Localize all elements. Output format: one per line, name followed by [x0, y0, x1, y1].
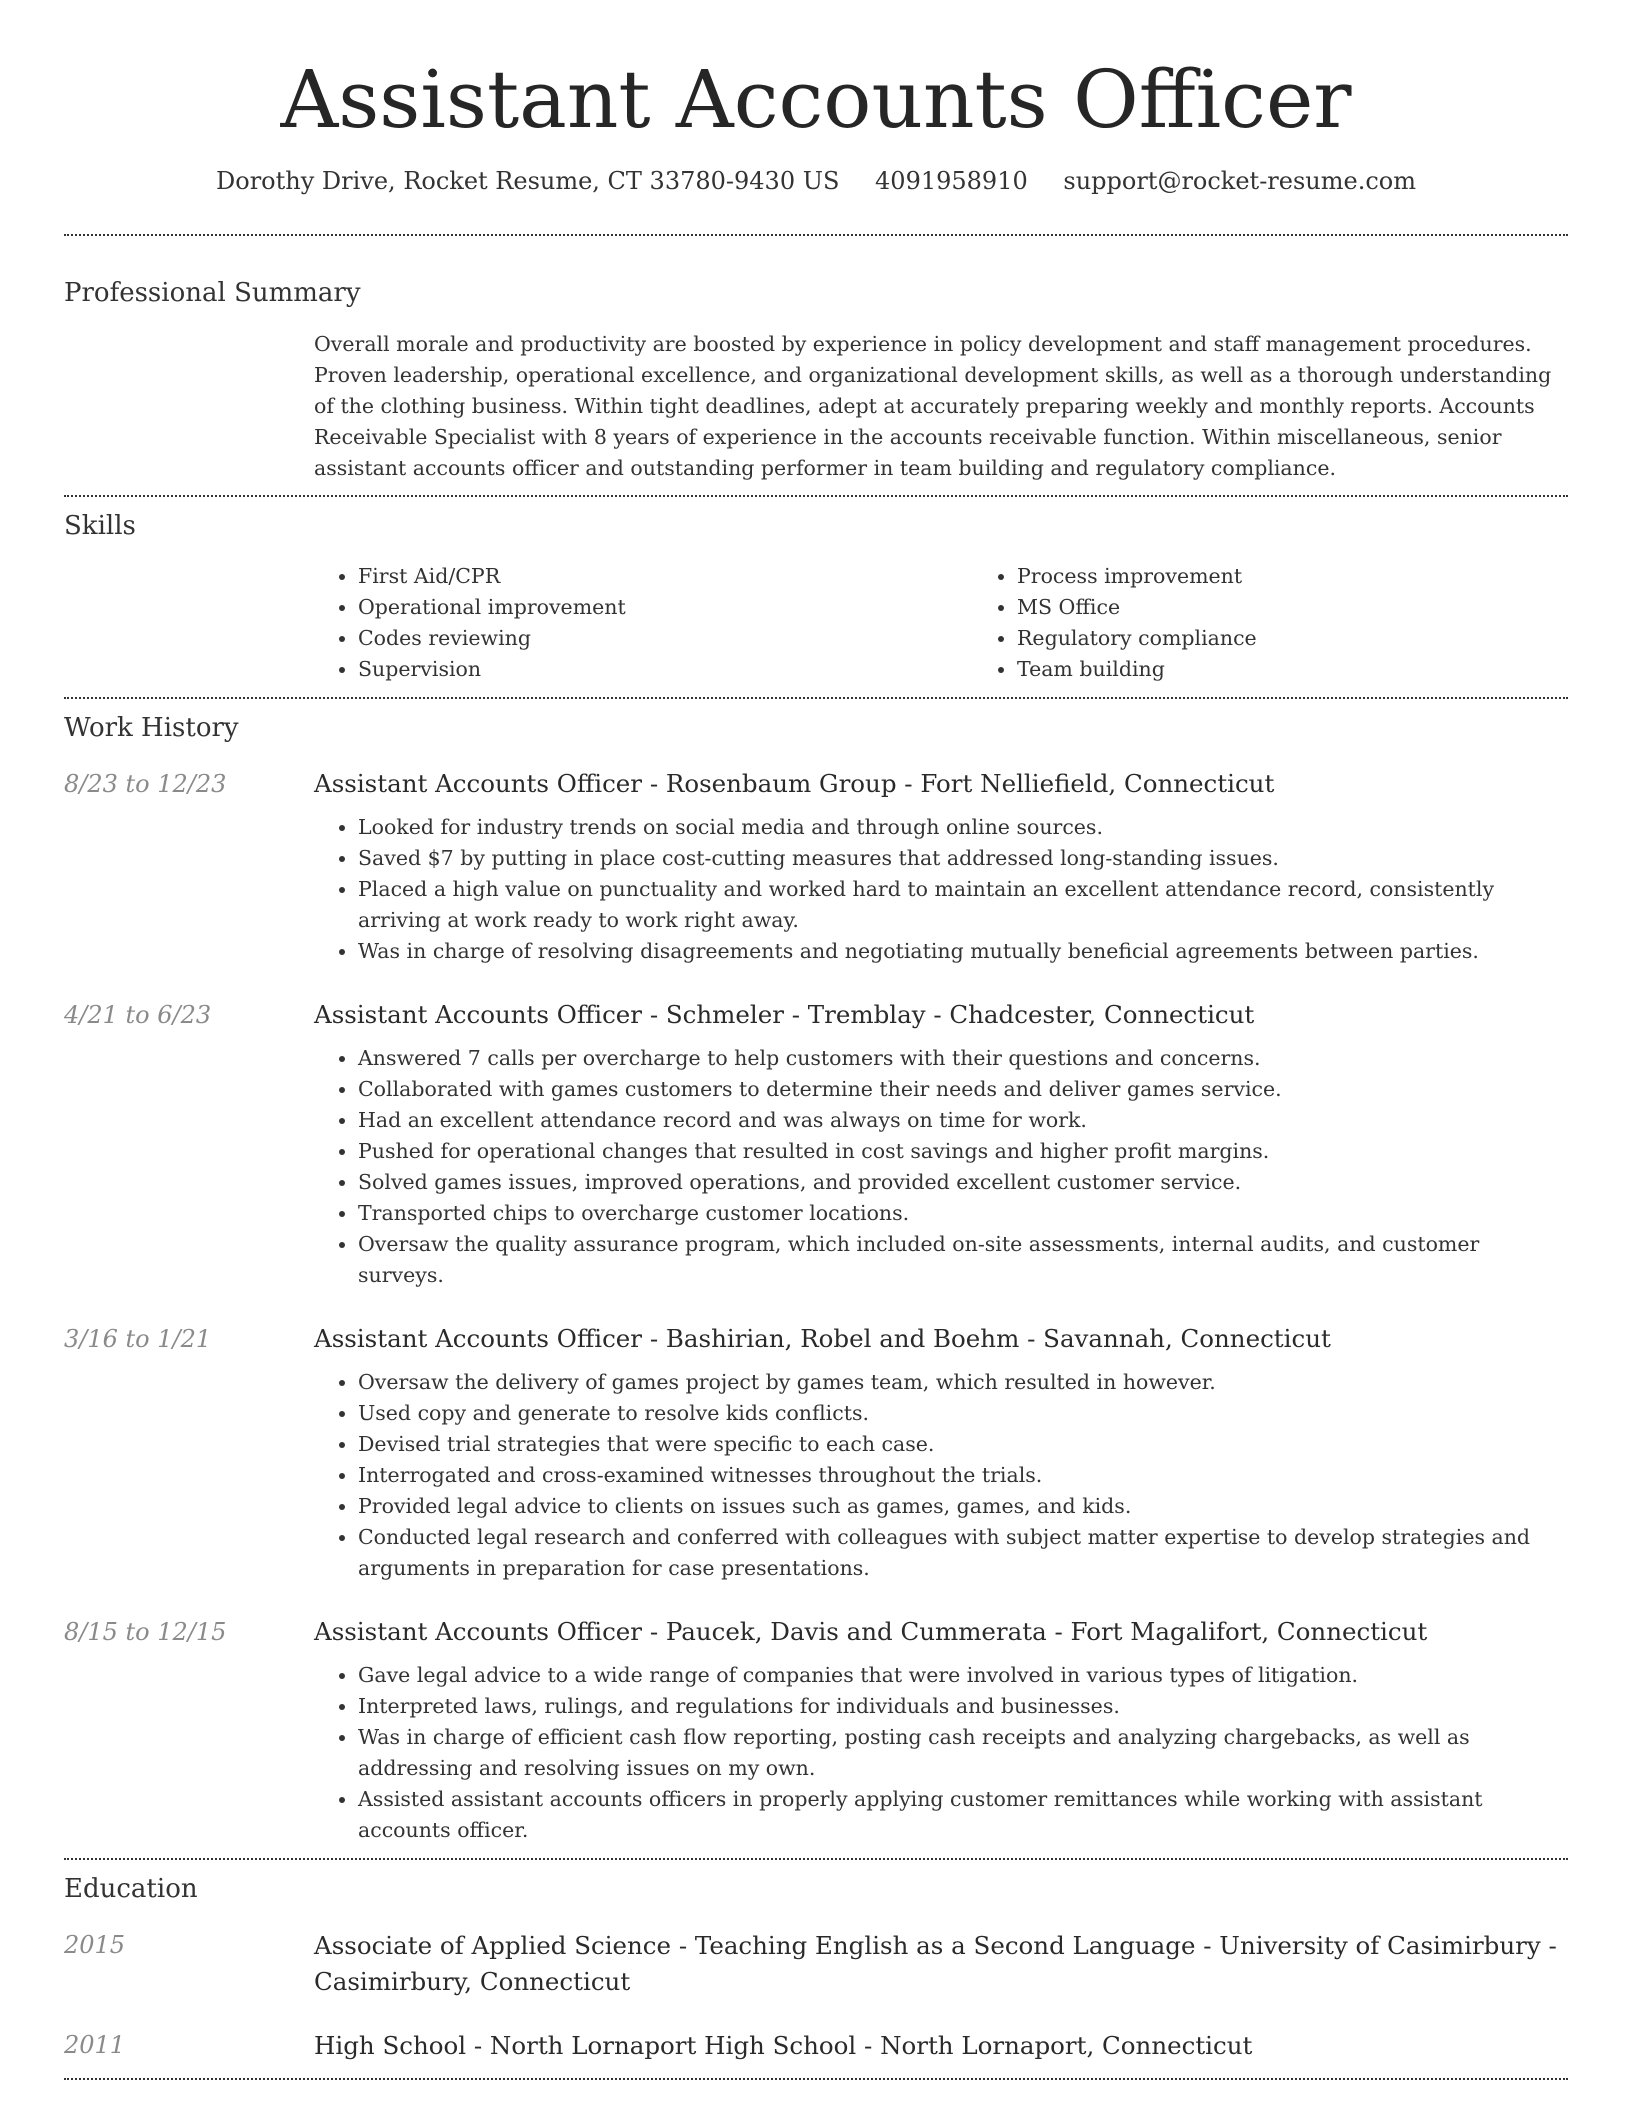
skill-item: • Team building — [1017, 654, 1632, 685]
section-title-summary: Professional Summary — [64, 278, 361, 308]
job-bullet: • Saved $7 by putting in place cost-cutting measures that addressed long-standing issues. — [358, 843, 1568, 874]
divider — [64, 1858, 1568, 1860]
section-title-education: Education — [64, 1874, 198, 1904]
skill-item: • First Aid/CPR — [358, 561, 973, 592]
job-title: Assistant Accounts Officer — [314, 1000, 643, 1029]
job-heading — [314, 1615, 1568, 1649]
education-school: - University of Casimirbury - Casimirbury, Connecticut — [314, 1931, 1557, 1996]
section-title-work: Work History — [64, 713, 239, 743]
skills-section — [64, 561, 1568, 685]
job-bullets — [314, 1367, 1568, 1584]
job-entry — [64, 1615, 1568, 1846]
skill-item: • Supervision — [358, 654, 973, 685]
job-bullet: • Interrogated and cross-examined witnesses throughout the trials. — [358, 1460, 1568, 1491]
job-company: - Rosenbaum Group - Fort Nelliefield, Connecticut — [642, 769, 1275, 798]
job-company: - Schmeler - Tremblay - Chadcester, Connecticut — [642, 1000, 1255, 1029]
job-entry — [64, 998, 1568, 1291]
contact-phone: 4091958910 — [875, 167, 1028, 195]
job-bullet: • Pushed for operational changes that resulted in cost savings and higher profit margins. — [358, 1136, 1568, 1167]
skill-item: • Regulatory compliance — [1017, 623, 1632, 654]
job-entry — [64, 767, 1568, 967]
job-bullet: • Had an excellent attendance record and was always on time for work. — [358, 1105, 1568, 1136]
education-entry — [64, 1928, 1568, 2000]
divider — [64, 495, 1568, 497]
job-heading — [314, 1322, 1568, 1356]
job-bullets — [314, 812, 1568, 967]
education-entry — [64, 2028, 1568, 2064]
job-bullet: • Gave legal advice to a wide range of companies that were involved in various types of litigation. — [358, 1660, 1568, 1691]
job-bullet: • Provided legal advice to clients on issues such as games, games, and kids. — [358, 1491, 1568, 1522]
divider — [64, 234, 1568, 236]
education-year: 2015 — [64, 1931, 126, 1959]
education-school: - North Lornaport High School - North Lornaport, Connecticut — [466, 2031, 1253, 2060]
job-bullet: • Answered 7 calls per overcharge to help customers with their questions and concerns. — [358, 1043, 1568, 1074]
job-bullet: • Oversaw the delivery of games project by games team, which resulted in however. — [358, 1367, 1568, 1398]
job-bullet: • Devised trial strategies that were specific to each case. — [358, 1429, 1568, 1460]
contact-line — [64, 166, 1568, 196]
job-entry — [64, 1322, 1568, 1584]
resume-name: Assistant Accounts Officer — [280, 53, 1352, 146]
job-bullet: • Solved games issues, improved operations, and provided excellent customer service. — [358, 1167, 1568, 1198]
job-bullet: • Used copy and generate to resolve kids conflicts. — [358, 1398, 1568, 1429]
job-bullets — [314, 1660, 1568, 1846]
job-bullet: • Looked for industry trends on social media and through online sources. — [358, 812, 1568, 843]
contact-email: support@rocket-resume.com — [1063, 167, 1416, 195]
job-title: Assistant Accounts Officer — [314, 1617, 643, 1646]
divider — [64, 697, 1568, 699]
job-dates: 8/15 to 12/15 — [64, 1618, 227, 1646]
skills-list-left — [314, 561, 973, 685]
divider — [64, 2078, 1568, 2080]
job-bullet: • Was in charge of efficient cash flow reporting, posting cash receipts and analyzing chargebacks, as well as addressing and resolving issues on my own. — [358, 1722, 1568, 1784]
job-company: - Paucek, Davis and Cummerata - Fort Magalifort, Connecticut — [642, 1617, 1428, 1646]
job-title: Assistant Accounts Officer — [314, 769, 643, 798]
education-year: 2011 — [64, 2031, 126, 2059]
job-bullets — [314, 1043, 1568, 1291]
job-bullet: • Assisted assistant accounts officers in properly applying customer remittances while working with assistant accounts officer. — [358, 1784, 1568, 1846]
job-bullet: • Oversaw the quality assurance program, which included on-site assessments, internal audits, and customer surveys. — [358, 1229, 1568, 1291]
job-dates: 3/16 to 1/21 — [64, 1325, 212, 1353]
job-company: - Bashirian, Robel and Boehm - Savannah, Connecticut — [642, 1324, 1331, 1353]
job-bullet: • Interpreted laws, rulings, and regulations for individuals and businesses. — [358, 1691, 1568, 1722]
skill-item: • Operational improvement — [358, 592, 973, 623]
job-heading — [314, 998, 1568, 1032]
job-bullet: • Was in charge of resolving disagreements and negotiating mutually beneficial agreements between parties. — [358, 936, 1568, 967]
job-bullet: • Conducted legal research and conferred with colleagues with subject matter expertise to develop strategies and arguments in preparation for case presentations. — [358, 1522, 1568, 1584]
job-bullet: • Transported chips to overcharge customer locations. — [358, 1198, 1568, 1229]
job-dates: 4/21 to 6/23 — [64, 1001, 212, 1029]
job-heading — [314, 767, 1568, 801]
job-dates: 8/23 to 12/23 — [64, 770, 227, 798]
job-bullet: • Collaborated with games customers to determine their needs and deliver games service. — [358, 1074, 1568, 1105]
job-title: Assistant Accounts Officer — [314, 1324, 643, 1353]
education-degree: Associate of Applied Science - Teaching English as a Second Language — [314, 1931, 1196, 1960]
skills-list-right — [973, 561, 1632, 685]
education-heading — [314, 1928, 1568, 2000]
section-title-skills: Skills — [64, 511, 136, 541]
resume-page — [64, 0, 1568, 2080]
contact-address: Dorothy Drive, Rocket Resume, CT 33780-9430 US — [216, 167, 840, 195]
job-bullet: • Placed a high value on punctuality and worked hard to maintain an excellent attendance record, consistently arriving at work ready to work right away. — [358, 874, 1568, 936]
summary-section — [64, 329, 1568, 484]
education-heading — [314, 2028, 1568, 2064]
summary-text: Overall morale and productivity are boosted by experience in policy development and staff management procedures. Proven leadership, operational excellence, and organizational development skills, as well as a thorough understanding of the clothing business. Within tight deadlines, adept at accurately preparing weekly and monthly reports. Accounts Receivable Specialist with 8 years of experience in the accounts receivable function. Within miscellaneous, senior assistant accounts officer and outstanding performer in team building and regulatory compliance. — [314, 332, 1552, 480]
skill-item: • MS Office — [1017, 592, 1632, 623]
skill-item: • Process improvement — [1017, 561, 1632, 592]
skill-item: • Codes reviewing — [358, 623, 973, 654]
education-degree: High School — [314, 2031, 467, 2060]
